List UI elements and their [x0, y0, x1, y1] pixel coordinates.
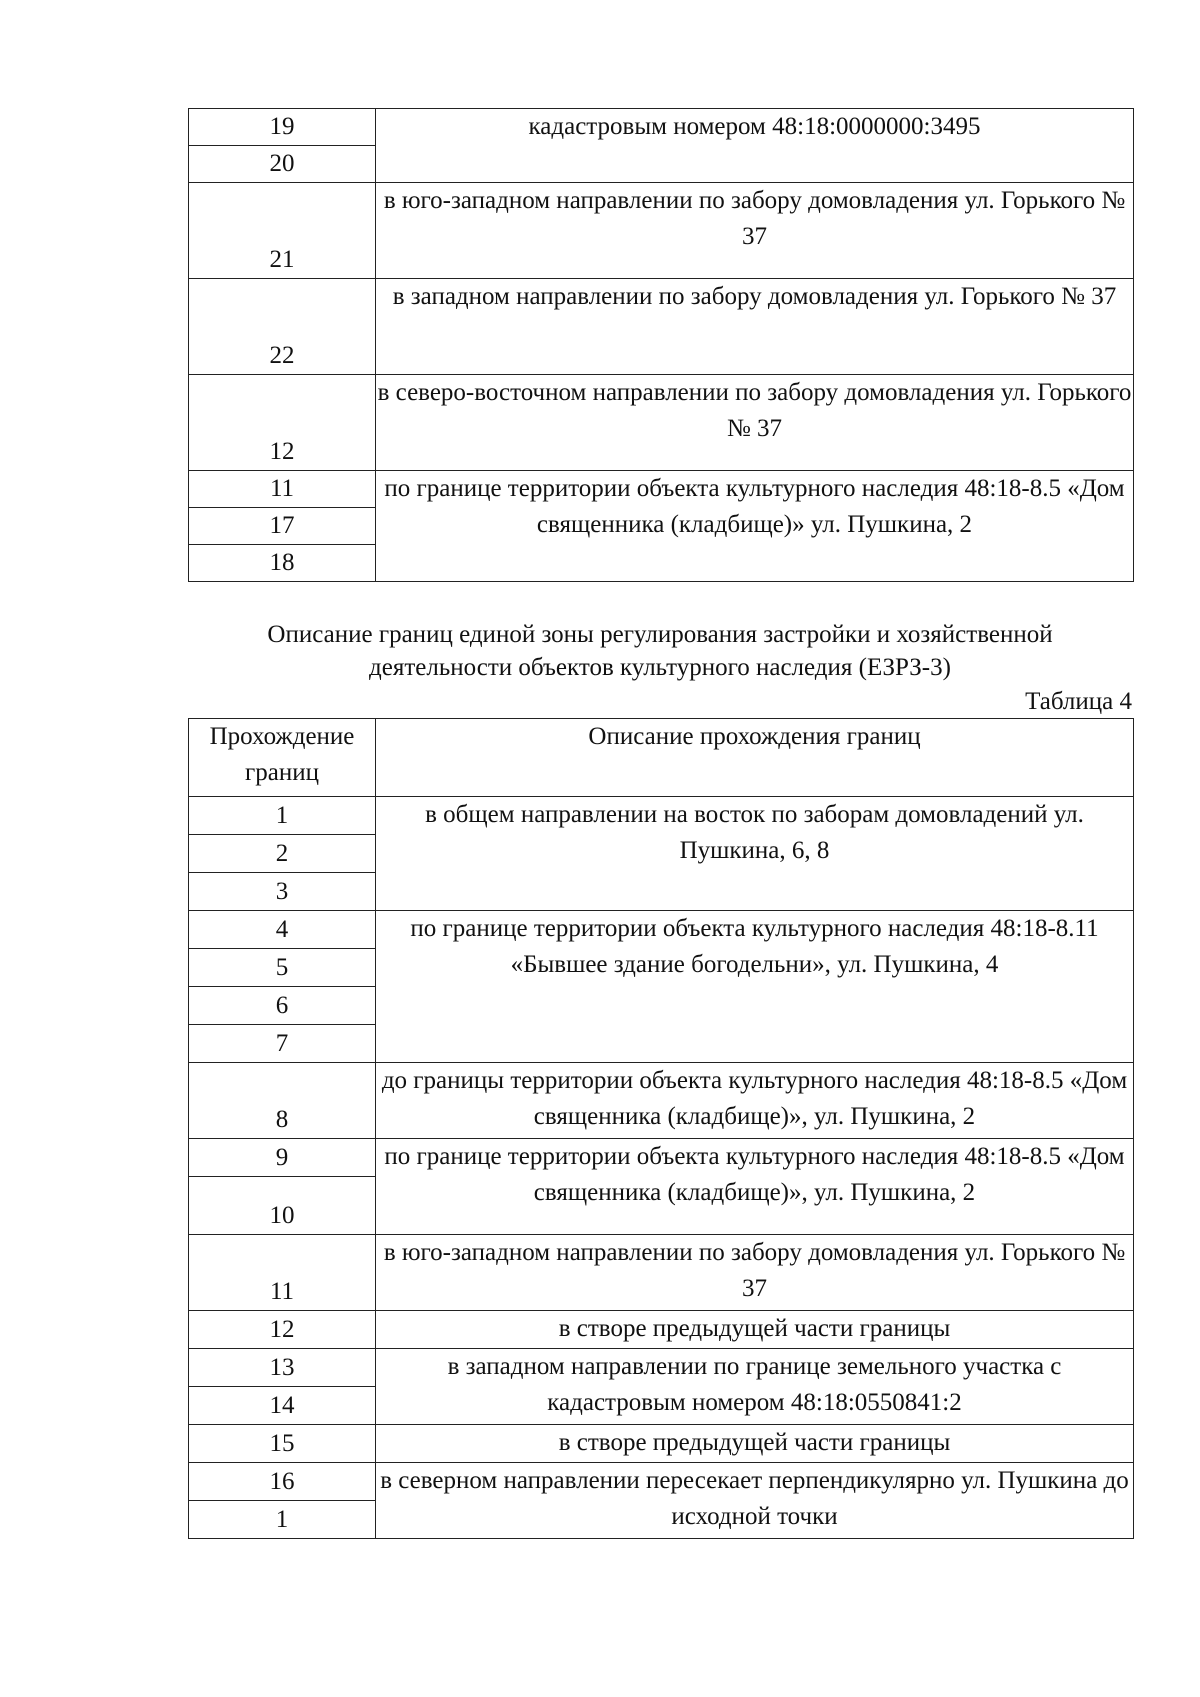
table-row [189, 279, 1134, 375]
point-number: 7 [189, 1025, 376, 1063]
boundary-description: в общем направлении на восток по заборам домовладений ул. Пушкина, 6, 8 [376, 797, 1134, 911]
table-row [189, 1425, 1134, 1463]
table-row [189, 375, 1134, 471]
point-number: 11 [189, 471, 376, 508]
boundary-description: до границы территории объекта культурного наследия 48:18-8.5 «Дом священника (кладбище)», ул. Пушкина, 2 [376, 1063, 1134, 1139]
point-number: 18 [189, 545, 376, 582]
table-row [189, 911, 1134, 949]
point-number: 11 [189, 1235, 376, 1311]
table-row [189, 1139, 1134, 1177]
boundary-description: в западном направлении по забору домовладения ул. Горького № 37 [376, 279, 1134, 375]
table-row [189, 1235, 1134, 1311]
point-number: 6 [189, 987, 376, 1025]
table-header-row [189, 719, 1134, 797]
table-row [189, 471, 1134, 508]
continued-boundary-table [188, 108, 1134, 582]
boundary-description: в створе предыдущей части границы [376, 1311, 1134, 1349]
point-number: 2 [189, 835, 376, 873]
point-number: 14 [189, 1387, 376, 1425]
table-row [189, 1311, 1134, 1349]
boundary-description: кадастровым номером 48:18:0000000:3495 [376, 109, 1134, 183]
point-number: 16 [189, 1463, 376, 1501]
table-row [189, 1463, 1134, 1501]
table-row [189, 1349, 1134, 1387]
point-number: 22 [189, 279, 376, 375]
point-number: 4 [189, 911, 376, 949]
point-number: 3 [189, 873, 376, 911]
point-number: 12 [189, 375, 376, 471]
point-number: 10 [189, 1177, 376, 1235]
boundary-description: в западном направлении по границе земельного участка с кадастровым номером 48:18:0550841:2 [376, 1349, 1134, 1425]
ezrz-3-boundary-table [188, 718, 1134, 1539]
point-number: 8 [189, 1063, 376, 1139]
point-number: 17 [189, 508, 376, 545]
boundary-description: в юго-западном направлении по забору домовладения ул. Горького № 37 [376, 1235, 1134, 1311]
section-title [0, 618, 1200, 684]
point-number: 13 [189, 1349, 376, 1387]
point-number: 1 [189, 1501, 376, 1539]
boundary-description: по границе территории объекта культурного наследия 48:18-8.11 «Бывшее здание богодельни», ул. Пушкина, 4 [376, 911, 1134, 1063]
point-number: 1 [189, 797, 376, 835]
section-title-line: деятельности объектов культурного наследия (ЕЗРЗ-3) [369, 654, 951, 681]
table-row [189, 183, 1134, 279]
boundary-description: по границе территории объекта культурного наследия 48:18-8.5 «Дом священника (кладбище)» ул. Пушкина, 2 [376, 471, 1134, 582]
point-number: 9 [189, 1139, 376, 1177]
point-number: 15 [189, 1425, 376, 1463]
column-header-passage: Прохождение границ [189, 719, 376, 797]
boundary-description: в северо-восточном направлении по забору домовладения ул. Горького № 37 [376, 375, 1134, 471]
boundary-description: в юго-западном направлении по забору домовладения ул. Горького № 37 [376, 183, 1134, 279]
section-title-line: Описание границ единой зоны регулирования застройки и хозяйственной [267, 621, 1053, 648]
point-number: 5 [189, 949, 376, 987]
table-row [189, 797, 1134, 835]
point-number: 19 [189, 109, 376, 146]
point-number: 21 [189, 183, 376, 279]
point-number: 12 [189, 1311, 376, 1349]
table-row [189, 1063, 1134, 1139]
point-number: 20 [189, 146, 376, 183]
column-header-description: Описание прохождения границ [376, 719, 1134, 797]
boundary-description: в северном направлении пересекает перпендикулярно ул. Пушкина до исходной точки [376, 1463, 1134, 1539]
boundary-description: в створе предыдущей части границы [376, 1425, 1134, 1463]
table-row [189, 109, 1134, 146]
boundary-description: по границе территории объекта культурного наследия 48:18-8.5 «Дом священника (кладбище)», ул. Пушкина, 2 [376, 1139, 1134, 1235]
table-caption: Таблица 4 [1025, 688, 1132, 715]
